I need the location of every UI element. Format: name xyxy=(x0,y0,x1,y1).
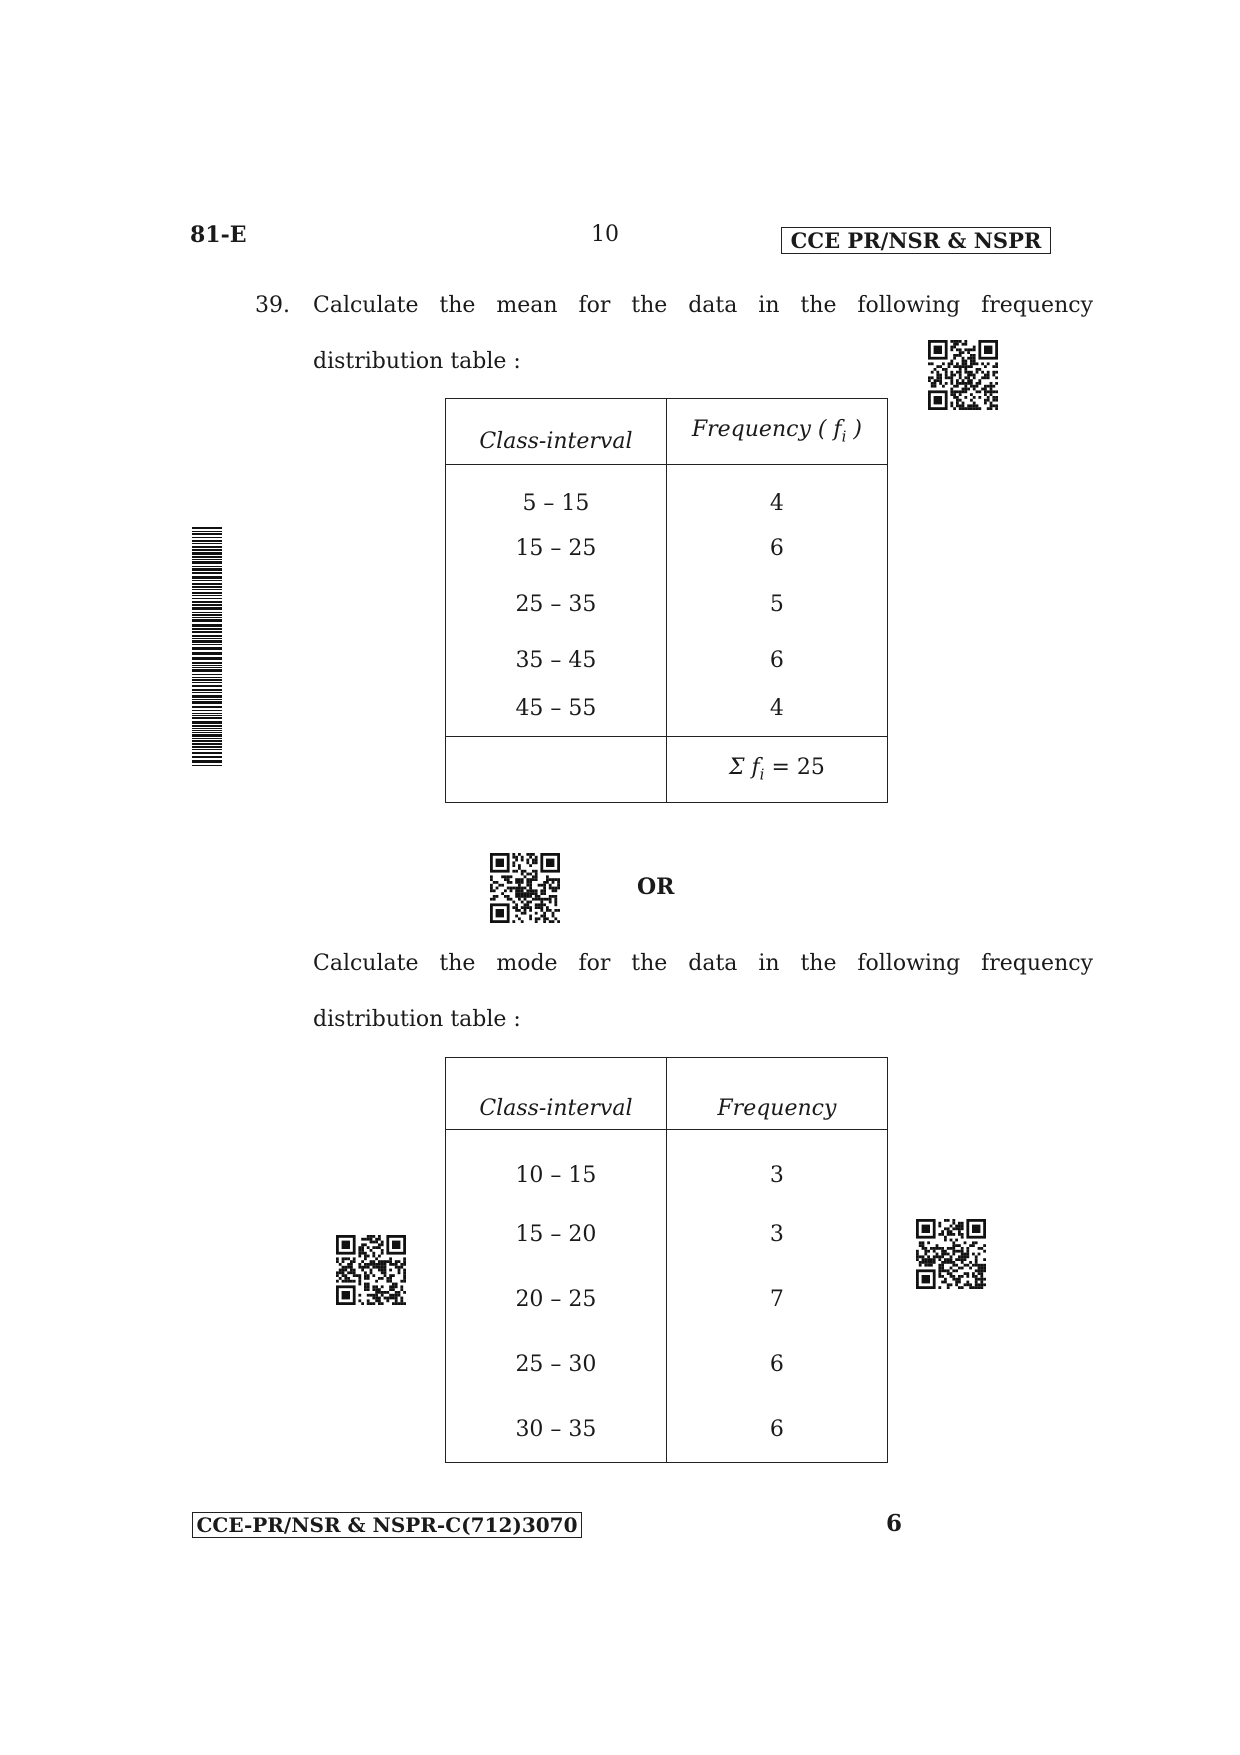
table-header-frequency: Frequency xyxy=(666,1058,887,1130)
class-interval-cell: 30 – 35 xyxy=(446,1397,667,1463)
or-separator: OR xyxy=(637,874,675,900)
footer-code-box: CCE-PR/NSR & NSPR-C(712)3070 xyxy=(192,1512,582,1538)
table-header-class-interval: Class-interval xyxy=(446,1058,667,1130)
qr-code-icon xyxy=(916,1219,986,1289)
class-interval-cell: 45 – 55 xyxy=(446,689,667,737)
table-header-frequency xyxy=(666,399,887,465)
table-row xyxy=(446,1332,888,1397)
question-a-line-1: Calculate the mean for the data in the following frequency xyxy=(313,293,1093,318)
frequency-label-end: ) xyxy=(846,417,862,443)
frequency-cell: 4 xyxy=(666,689,887,737)
sum-cell xyxy=(666,737,887,803)
table-row xyxy=(446,1397,888,1463)
question-b-line-2: distribution table : xyxy=(313,1007,521,1032)
frequency-cell: 5 xyxy=(666,577,887,633)
class-interval-cell: 35 – 45 xyxy=(446,633,667,689)
class-interval-cell: 15 – 25 xyxy=(446,521,667,577)
qr-code-icon xyxy=(928,340,998,410)
frequency-cell: 6 xyxy=(666,633,887,689)
page-number: 10 xyxy=(591,222,619,247)
mean-frequency-table xyxy=(445,398,888,803)
footer-number: 6 xyxy=(886,1510,903,1537)
paper-code: 81-E xyxy=(190,222,247,248)
frequency-subscript: i xyxy=(841,427,847,446)
table-row xyxy=(446,633,888,689)
frequency-cell: 3 xyxy=(666,1130,887,1202)
frequency-cell: 4 xyxy=(666,465,887,521)
sum-symbol: Σ f xyxy=(728,755,760,781)
qr-code-icon xyxy=(336,1235,406,1305)
frequency-cell: 6 xyxy=(666,1397,887,1463)
class-interval-cell: 5 – 15 xyxy=(446,465,667,521)
class-interval-cell: 15 – 20 xyxy=(446,1202,667,1267)
table-row xyxy=(446,689,888,737)
frequency-cell: 7 xyxy=(666,1267,887,1332)
table-row xyxy=(446,521,888,577)
frequency-label: Frequency ( f xyxy=(691,417,842,443)
class-interval-cell: 25 – 30 xyxy=(446,1332,667,1397)
sum-value: = 25 xyxy=(764,755,825,781)
question-a-line-2: distribution table : xyxy=(313,349,521,374)
question-number: 39. xyxy=(255,293,290,318)
frequency-cell: 6 xyxy=(666,521,887,577)
frequency-cell: 3 xyxy=(666,1202,887,1267)
sum-subscript: i xyxy=(759,765,765,784)
class-interval-cell: 25 – 35 xyxy=(446,577,667,633)
barcode-icon xyxy=(192,527,222,767)
table-sum-row xyxy=(446,737,888,803)
empty-cell xyxy=(446,737,667,803)
class-interval-cell: 10 – 15 xyxy=(446,1130,667,1202)
frequency-cell: 6 xyxy=(666,1332,887,1397)
table-header-class-interval: Class-interval xyxy=(446,399,667,465)
question-b-line-1: Calculate the mode for the data in the following frequency xyxy=(313,951,1093,976)
qr-code-icon xyxy=(490,853,560,923)
exam-title-box: CCE PR/NSR & NSPR xyxy=(781,227,1051,254)
table-row xyxy=(446,1267,888,1332)
table-row xyxy=(446,1202,888,1267)
class-interval-cell: 20 – 25 xyxy=(446,1267,667,1332)
table-row xyxy=(446,1130,888,1202)
table-row xyxy=(446,465,888,521)
mode-frequency-table xyxy=(445,1057,888,1463)
table-row xyxy=(446,577,888,633)
